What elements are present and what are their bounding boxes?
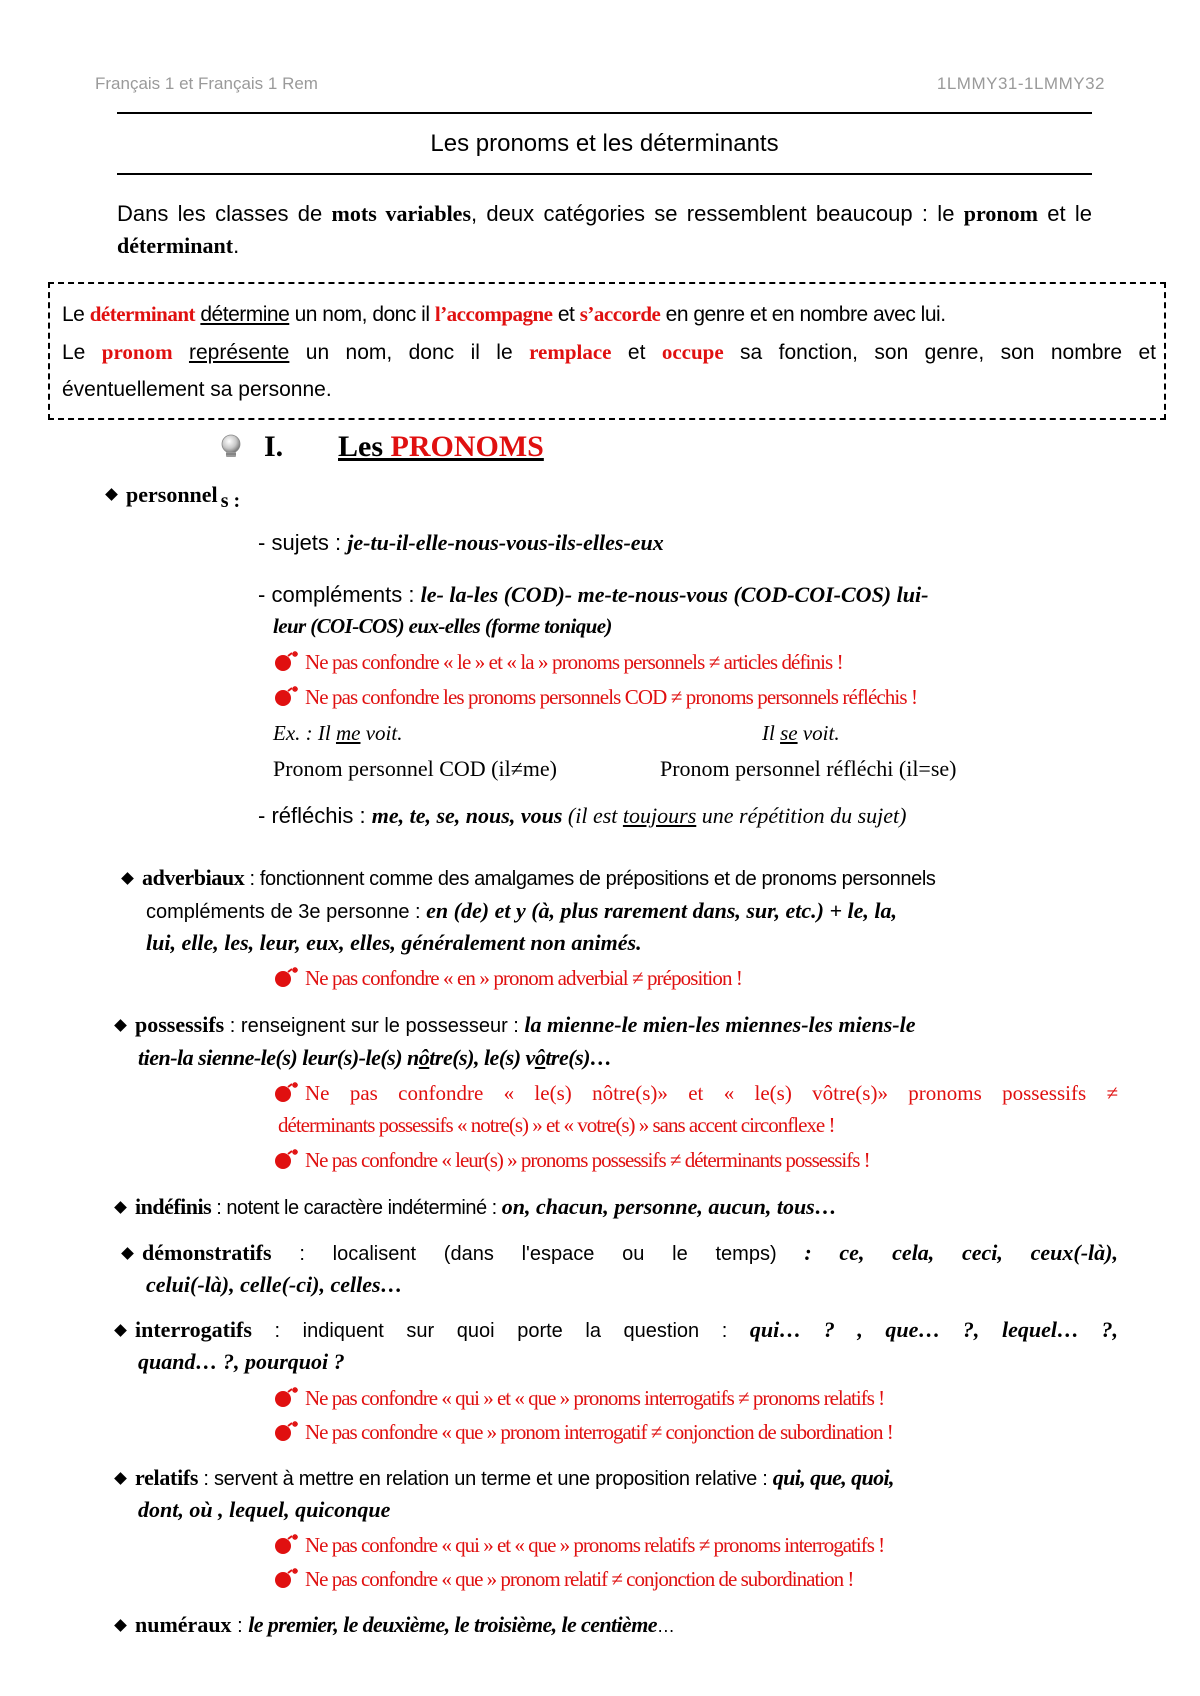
- list-item-indefinis: [116, 1194, 837, 1220]
- warning-line: [273, 650, 843, 675]
- item-list: tre(s), le(s) v: [429, 1045, 535, 1070]
- dash: -: [258, 582, 272, 607]
- intro-text: , deux catégories se ressemblent beaucoup : le: [471, 201, 964, 226]
- example-note-cod: Pronom personnel COD (il≠me): [273, 756, 557, 781]
- warning-line: [273, 685, 917, 710]
- intro-bold-determinant: déterminant: [117, 233, 234, 258]
- box-text: et: [611, 341, 662, 364]
- diamond-bullet-icon: [121, 1247, 134, 1260]
- sub-note-underlined: toujours: [622, 803, 697, 828]
- example-text: Il: [762, 721, 781, 745]
- diamond-bullet-icon: [114, 1472, 127, 1485]
- diamond-bullet-icon: [105, 489, 118, 502]
- definition-pronom: [62, 340, 1156, 365]
- diamond-bullet-icon: [114, 1019, 127, 1032]
- sub-list: je-tu-il-elle-nous-vous-ils-elles-eux: [347, 530, 664, 555]
- box-keyword: déterminant: [89, 302, 196, 326]
- warning-line: [273, 1533, 884, 1558]
- dash: -: [258, 530, 272, 555]
- item-description: : notent le caractère indéterminé :: [211, 1197, 502, 1219]
- sub-label: réfléchis :: [271, 803, 372, 828]
- warning-line: [273, 966, 742, 991]
- warning-text: Ne pas confondre « qui » et « que » pronoms relatifs ≠ pronoms interrogatifs !: [305, 1533, 885, 1557]
- item-list: le premier, le deuxième, le troisième, le centième: [248, 1612, 657, 1637]
- diamond-bullet-icon: [114, 1324, 127, 1337]
- item-list: : ce, cela, ceci, ceux(-là),: [804, 1240, 1118, 1265]
- warning-line-cont: déterminants possessifs « notre(s) » et « votre(s) » sans accent circonflexe !: [278, 1113, 835, 1137]
- warning-text: Ne pas confondre « leur(s) » pronoms possessifs ≠ déterminants possessifs !: [305, 1148, 870, 1172]
- box-underlined-verb: représente: [188, 341, 290, 364]
- personnels-complements-cont: leur (COI-COS) eux-elles (forme tonique): [273, 614, 612, 638]
- example-text: voit.: [360, 721, 403, 745]
- section-title: [338, 430, 544, 464]
- personnels-sujets: [258, 530, 664, 556]
- item-label: possessifs: [135, 1012, 225, 1037]
- item-description: : indiquent sur quoi porte la question :: [251, 1320, 750, 1342]
- item-description: : localisent (dans l'espace ou le temps): [271, 1243, 805, 1265]
- box-keyword: pronom: [101, 340, 173, 364]
- adverbiaux-line-2: [146, 898, 897, 924]
- item-description: : renseignent sur le possesseur :: [224, 1015, 525, 1037]
- item-list: en (de) et y (à, plus rarement dans, sur, etc.) + le, la,: [426, 898, 898, 923]
- section-number: I.: [264, 430, 284, 463]
- item-list-accent: ô: [418, 1045, 430, 1070]
- diamond-bullet-icon: [114, 1619, 127, 1632]
- example-text: Ex. : Il: [273, 721, 336, 745]
- sub-note: une répétition du sujet): [696, 803, 907, 828]
- box-text: et: [552, 303, 580, 326]
- item-list: tien-la sienne-le(s) leur(s)-le(s) n: [138, 1045, 419, 1070]
- item-description: :: [231, 1615, 249, 1637]
- diamond-bullet-icon: [114, 1201, 127, 1214]
- item-description: : fonctionnent comme des amalgames de prépositions et de pronoms personnels: [244, 868, 936, 890]
- example-reflechi: [762, 721, 840, 746]
- sub-list: me, te, se, nous, vous: [371, 803, 563, 828]
- item-list-tail: …: [656, 1616, 675, 1636]
- list-item-adverbiaux: [123, 865, 935, 891]
- title-rule: [117, 173, 1092, 175]
- sub-label: compléments :: [271, 582, 421, 607]
- lightbulb-icon: [218, 434, 244, 460]
- item-list: tre(s)…: [545, 1045, 612, 1070]
- example-cod: [273, 721, 402, 746]
- sub-note: (il est: [562, 803, 623, 828]
- intro-text: et le: [1037, 201, 1093, 226]
- box-keyword: occupe: [661, 340, 724, 364]
- item-label: interrogatifs: [135, 1317, 252, 1342]
- bomb-icon: [273, 1081, 303, 1103]
- box-text: [173, 341, 189, 364]
- bomb-icon: [273, 1420, 303, 1442]
- personnels-reflechis: [258, 803, 906, 829]
- box-keyword: l’accompagne: [434, 302, 553, 326]
- box-text: Le: [62, 341, 102, 364]
- possessifs-line-2: [138, 1045, 611, 1071]
- demonstratifs-line-2: celui(-là), celle(-ci), celles…: [146, 1272, 403, 1297]
- interrogatifs-line-2: quand… ?, pourquoi ?: [138, 1349, 345, 1374]
- definition-determinant: [62, 302, 1156, 327]
- item-label: numéraux: [135, 1612, 232, 1637]
- dash: -: [258, 803, 272, 828]
- bomb-icon: [273, 1533, 303, 1555]
- warning-text: Ne pas confondre « que » pronom relatif ≠ conjonction de subordination !: [305, 1567, 854, 1591]
- section-title-keyword: PRONOMS: [390, 430, 544, 463]
- warning-line: [273, 1148, 870, 1173]
- intro-paragraph: [117, 198, 1092, 262]
- warning-line: [273, 1567, 853, 1592]
- example-note-reflechi: Pronom personnel réfléchi (il=se): [660, 756, 957, 781]
- list-item-relatifs: [116, 1465, 894, 1491]
- item-label: personnel: [126, 482, 218, 507]
- box-text: Le: [62, 303, 90, 326]
- header-code: 1LMMY31-1LMMY32: [936, 74, 1105, 93]
- item-list-accent: ô: [534, 1045, 546, 1070]
- box-text: un nom, donc il: [289, 303, 435, 326]
- section-title-text: Les: [338, 430, 391, 463]
- intro-bold-mots-variables: mots variables: [331, 201, 472, 226]
- bomb-icon: [273, 1386, 303, 1408]
- bomb-icon: [273, 1148, 303, 1170]
- list-item-possessifs: [116, 1012, 915, 1038]
- warning-text: Ne pas confondre « qui » et « que » pronoms interrogatifs ≠ pronoms relatifs !: [305, 1386, 885, 1410]
- warning-line: [273, 1386, 884, 1411]
- warning-text: Ne pas confondre « que » pronom interrogatif ≠ conjonction de subordination !: [305, 1420, 893, 1444]
- intro-text: .: [233, 233, 240, 258]
- warning-line: [273, 1420, 893, 1445]
- bomb-icon: [273, 650, 303, 672]
- item-list: qui, que, quoi,: [772, 1465, 894, 1490]
- intro-text: Dans les classes de: [117, 201, 332, 226]
- item-label: relatifs: [135, 1465, 199, 1490]
- list-item-numeraux: [116, 1612, 675, 1638]
- list-item-interrogatifs: [116, 1317, 1118, 1343]
- item-list: la mienne-le mien-les miennes-les miens-le: [524, 1012, 916, 1037]
- item-label: démonstratifs: [142, 1240, 272, 1265]
- bomb-icon: [273, 966, 303, 988]
- box-keyword: s’accorde: [579, 302, 661, 326]
- item-label: adverbiaux: [142, 865, 245, 890]
- bomb-icon: [273, 1567, 303, 1589]
- intro-bold-pronom: pronom: [963, 201, 1038, 226]
- item-label-suffix: s :: [220, 490, 241, 512]
- sub-list: le- la-les (COD)- me-te-nous-vous (COD-COI-COS) lui-: [420, 582, 929, 607]
- item-label: indéfinis: [135, 1194, 212, 1219]
- item-list: qui… ? , que… ?, lequel… ?,: [749, 1317, 1118, 1342]
- example-pronoun: me: [335, 721, 361, 745]
- relatifs-line-2: dont, où , lequel, quiconque: [138, 1497, 391, 1522]
- list-item-demonstratifs: [123, 1240, 1118, 1266]
- box-text: sa fonction, son genre, son nombre et: [723, 341, 1157, 364]
- box-underlined-verb: détermine: [200, 303, 290, 326]
- box-text: un nom, donc il le: [289, 341, 530, 364]
- box-keyword: remplace: [529, 340, 612, 364]
- warning-text: Ne pas confondre « le(s) nôtre(s)» et « le(s) vôtre(s)» pronoms possessifs ≠: [305, 1081, 1118, 1105]
- diamond-bullet-icon: [121, 872, 134, 885]
- item-description: : servent à mettre en relation un terme et une proposition relative :: [198, 1468, 773, 1490]
- item-description: compléments de 3e personne :: [146, 901, 427, 923]
- page-title: Les pronoms et les déterminants: [430, 130, 779, 157]
- adverbiaux-line-3: lui, elle, les, leur, eux, elles, généralement non animés.: [146, 930, 642, 955]
- example-text: voit.: [797, 721, 840, 745]
- warning-text: Ne pas confondre « en » pronom adverbial ≠ préposition !: [305, 966, 742, 990]
- warning-line: [273, 1081, 1118, 1106]
- item-list: on, chacun, personne, aucun, tous…: [501, 1194, 837, 1219]
- personnels-complements: [258, 582, 928, 608]
- warning-text: Ne pas confondre les pronoms personnels COD ≠ pronoms personnels réfléchis !: [305, 685, 918, 709]
- box-text: en genre et en nombre avec lui.: [660, 303, 946, 326]
- definition-pronom-end: éventuellement sa personne.: [62, 378, 332, 401]
- list-item-personnels: [107, 482, 241, 512]
- sub-label: sujets :: [271, 530, 348, 555]
- top-rule: [117, 112, 1092, 114]
- header-course: Français 1 et Français 1 Rem: [95, 74, 318, 93]
- bomb-icon: [273, 685, 303, 707]
- warning-text: Ne pas confondre « le » et « la » pronoms personnels ≠ articles définis !: [305, 650, 843, 674]
- example-pronoun: se: [780, 721, 798, 745]
